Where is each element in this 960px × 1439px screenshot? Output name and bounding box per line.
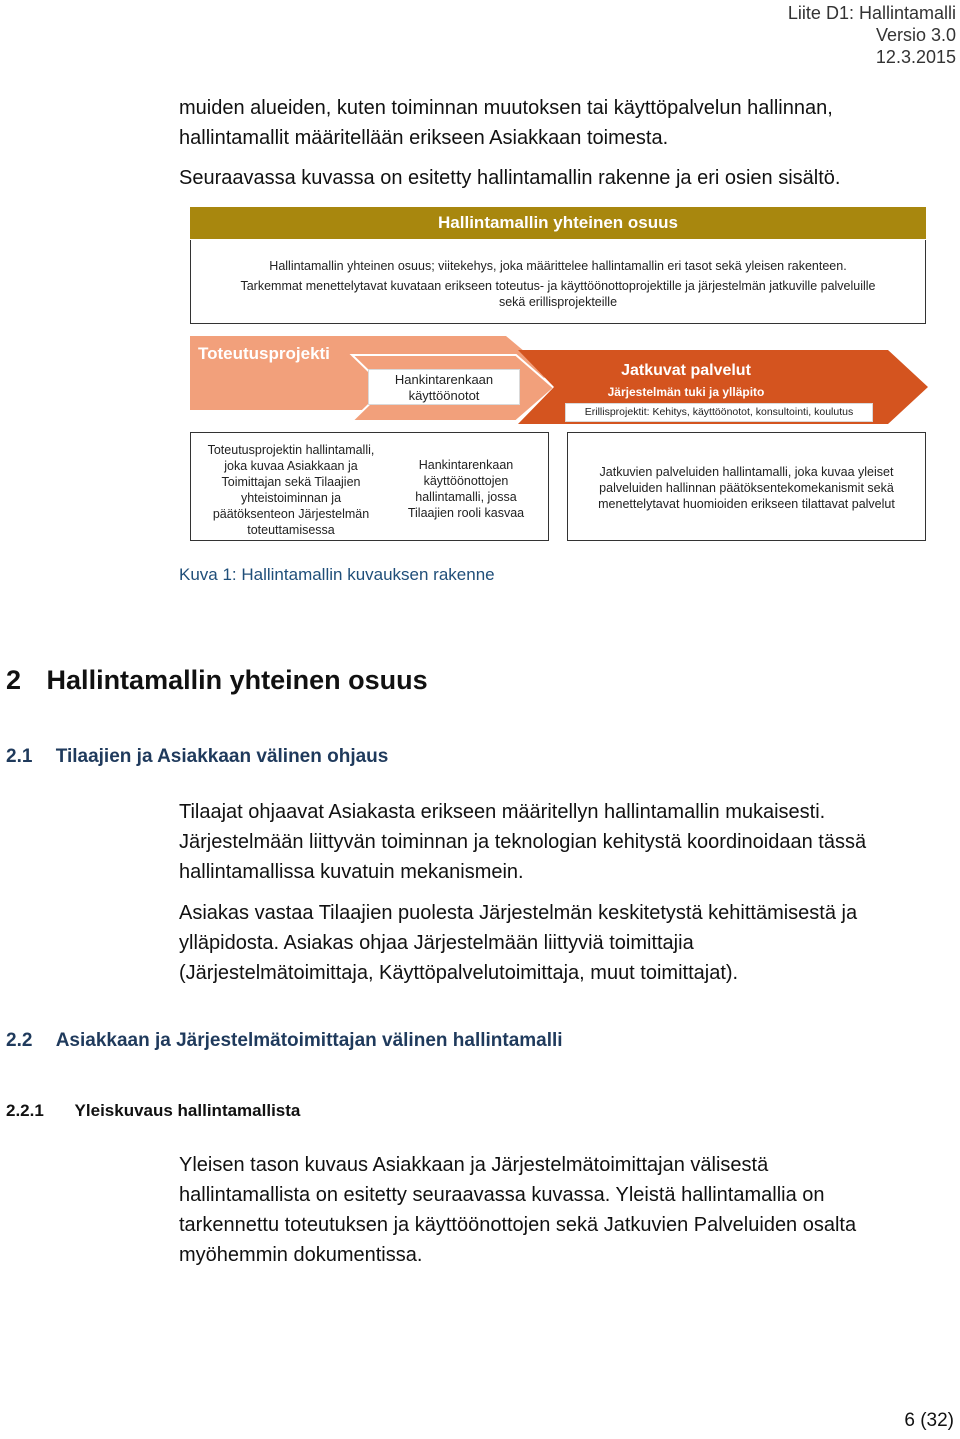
erillisprojektit-tag <box>565 403 873 422</box>
header-block <box>788 2 956 68</box>
intro-line: hallintamallit määritellään erikseen Asiakkaan toimesta. <box>179 127 669 149</box>
section-number: 2.1 <box>6 746 33 767</box>
arrow-label-line: Hankintarenkaan <box>394 372 494 387</box>
desc-line: Tilaajien rooli kasvaa <box>407 506 525 520</box>
desc-line: Hankintarenkaan <box>418 458 514 472</box>
arrow-label-jatkuvat-sub: Järjestelmän tuki ja ylläpito <box>607 385 765 399</box>
page-number: 6 (32) <box>904 1410 954 1431</box>
paragraph-line: hallintamallista on esitetty seuraavassa kuvassa. Yleistä hallintamallia on <box>179 1184 825 1206</box>
desc-line: Toteutusprojektin hallintamalli, <box>207 443 375 457</box>
section-title: Hallintamallin yhteinen osuus <box>46 665 428 695</box>
paragraph-line: ylläpidosta. Asiakas ohjaa Järjestelmään liittyviä toimittajia <box>179 932 694 954</box>
intro-figure-lead: Seuraavassa kuvassa on esitetty hallintamallin rakenne ja eri osien sisältö. <box>179 167 841 189</box>
paragraph-line: tarkennettu toteutuksen ja käyttöönottojen sekä Jatkuvien Palveluiden osalta <box>179 1214 857 1236</box>
paragraph-line: Yleisen tason kuvaus Asiakkaan ja Järjestelmätoimittajan välisestä <box>179 1154 769 1176</box>
desc-line: toteuttamisessa <box>247 523 335 537</box>
section-2-1-heading <box>6 746 388 768</box>
desc-box-toteutus <box>190 442 392 538</box>
erillisprojektit-tag-text: Erillisprojektit: Kehitys, käyttöönotot, konsultointi, koulutus <box>584 406 854 418</box>
section-number: 2.2.1 <box>6 1101 44 1120</box>
paragraph-line: Asiakas vastaa Tilaajien puolesta Järjestelmän keskitetystä kehittämisestä ja <box>179 902 858 924</box>
figure-caption: Kuva 1: Hallintamallin kuvauksen rakenne <box>179 565 495 584</box>
desc-line: hallintamalli, jossa <box>415 490 517 504</box>
section-2-2-heading <box>6 1030 563 1052</box>
section-2-2-1-paragraph <box>179 1150 856 1270</box>
paragraph-line: myöhemmin dokumentissa. <box>179 1244 423 1266</box>
paragraph-line: hallintamallissa kuvatuin mekanismein. <box>179 861 524 883</box>
common-part-text: sekä erillisprojekteille <box>498 295 618 309</box>
desc-line: Jatkuvien palveluiden hallintamalli, joka kuvaa yleiset <box>599 465 894 479</box>
desc-line: päätöksenteon Järjestelmän <box>212 507 370 521</box>
section-number: 2.2 <box>6 1030 33 1051</box>
doc-title: Liite D1: Hallintamalli <box>787 3 956 23</box>
common-part-title-bar: Hallintamallin yhteinen osuus <box>190 207 926 239</box>
arrow-label-toteutusprojekti: Toteutusprojekti <box>198 344 330 363</box>
section-2-1-paragraph-2 <box>179 898 857 988</box>
section-title: Asiakkaan ja Järjestelmätoimittajan välinen hallintamalli <box>55 1030 563 1051</box>
arrow-label-line: käyttöönotot <box>408 388 480 403</box>
intro-line: muiden alueiden, kuten toiminnan muutoksen tai käyttöpalvelun hallinnan, <box>179 97 833 119</box>
doc-version: Versio 3.0 <box>875 25 956 45</box>
paragraph-line: (Järjestelmätoimittaja, Käyttöpalvelutoimittaja, muut toimittajat). <box>179 962 739 984</box>
desc-line: menettelytavat huomioiden erikseen tilattavat palvelut <box>598 497 895 511</box>
paragraph-line: Tilaajat ohjaavat Asiakasta erikseen määritellyn hallintamallin mukaisesti. <box>179 801 826 823</box>
section-2-heading <box>6 665 428 696</box>
section-title: Tilaajien ja Asiakkaan välinen ohjaus <box>55 746 389 767</box>
doc-date: 12.3.2015 <box>875 47 956 67</box>
section-2-1-paragraph-1 <box>179 797 866 887</box>
desc-box-jatkuvat <box>567 432 926 541</box>
common-part-box <box>190 240 926 324</box>
desc-line: joka kuvaa Asiakkaan ja <box>224 459 358 473</box>
desc-line: Toimittajan sekä Tilaajien <box>221 475 361 489</box>
section-title: Yleiskuvaus hallintamallista <box>74 1101 301 1120</box>
section-number: 2 <box>6 665 22 695</box>
desc-line: käyttöönottojen <box>423 474 509 488</box>
section-2-2-1-heading <box>6 1101 300 1121</box>
intro-paragraph <box>179 93 833 153</box>
common-part-text: Hallintamallin yhteinen osuus; viitekehys, joka määrittelee hallintamallin eri tasot sekä yleisen rakenteen. <box>269 259 847 273</box>
desc-line: palveluiden hallinnan päätöksentekomekanismit sekä <box>599 481 894 495</box>
arrow-label-jatkuvat-title: Jatkuvat palvelut <box>621 362 751 379</box>
label-box-hankintarenkaan <box>368 369 520 405</box>
common-part-text: Tarkemmat menettelytavat kuvataan erikseen toteutus- ja käyttöönottoprojektille ja järjestelmän jatkuville palveluille <box>240 279 876 293</box>
desc-box-hankinta <box>392 457 540 521</box>
paragraph-line: Järjestelmään liittyvän toiminnan ja teknologian kehitystä koordinoidaan tässä <box>179 831 867 853</box>
desc-line: yhteistoiminnan ja <box>240 491 342 505</box>
